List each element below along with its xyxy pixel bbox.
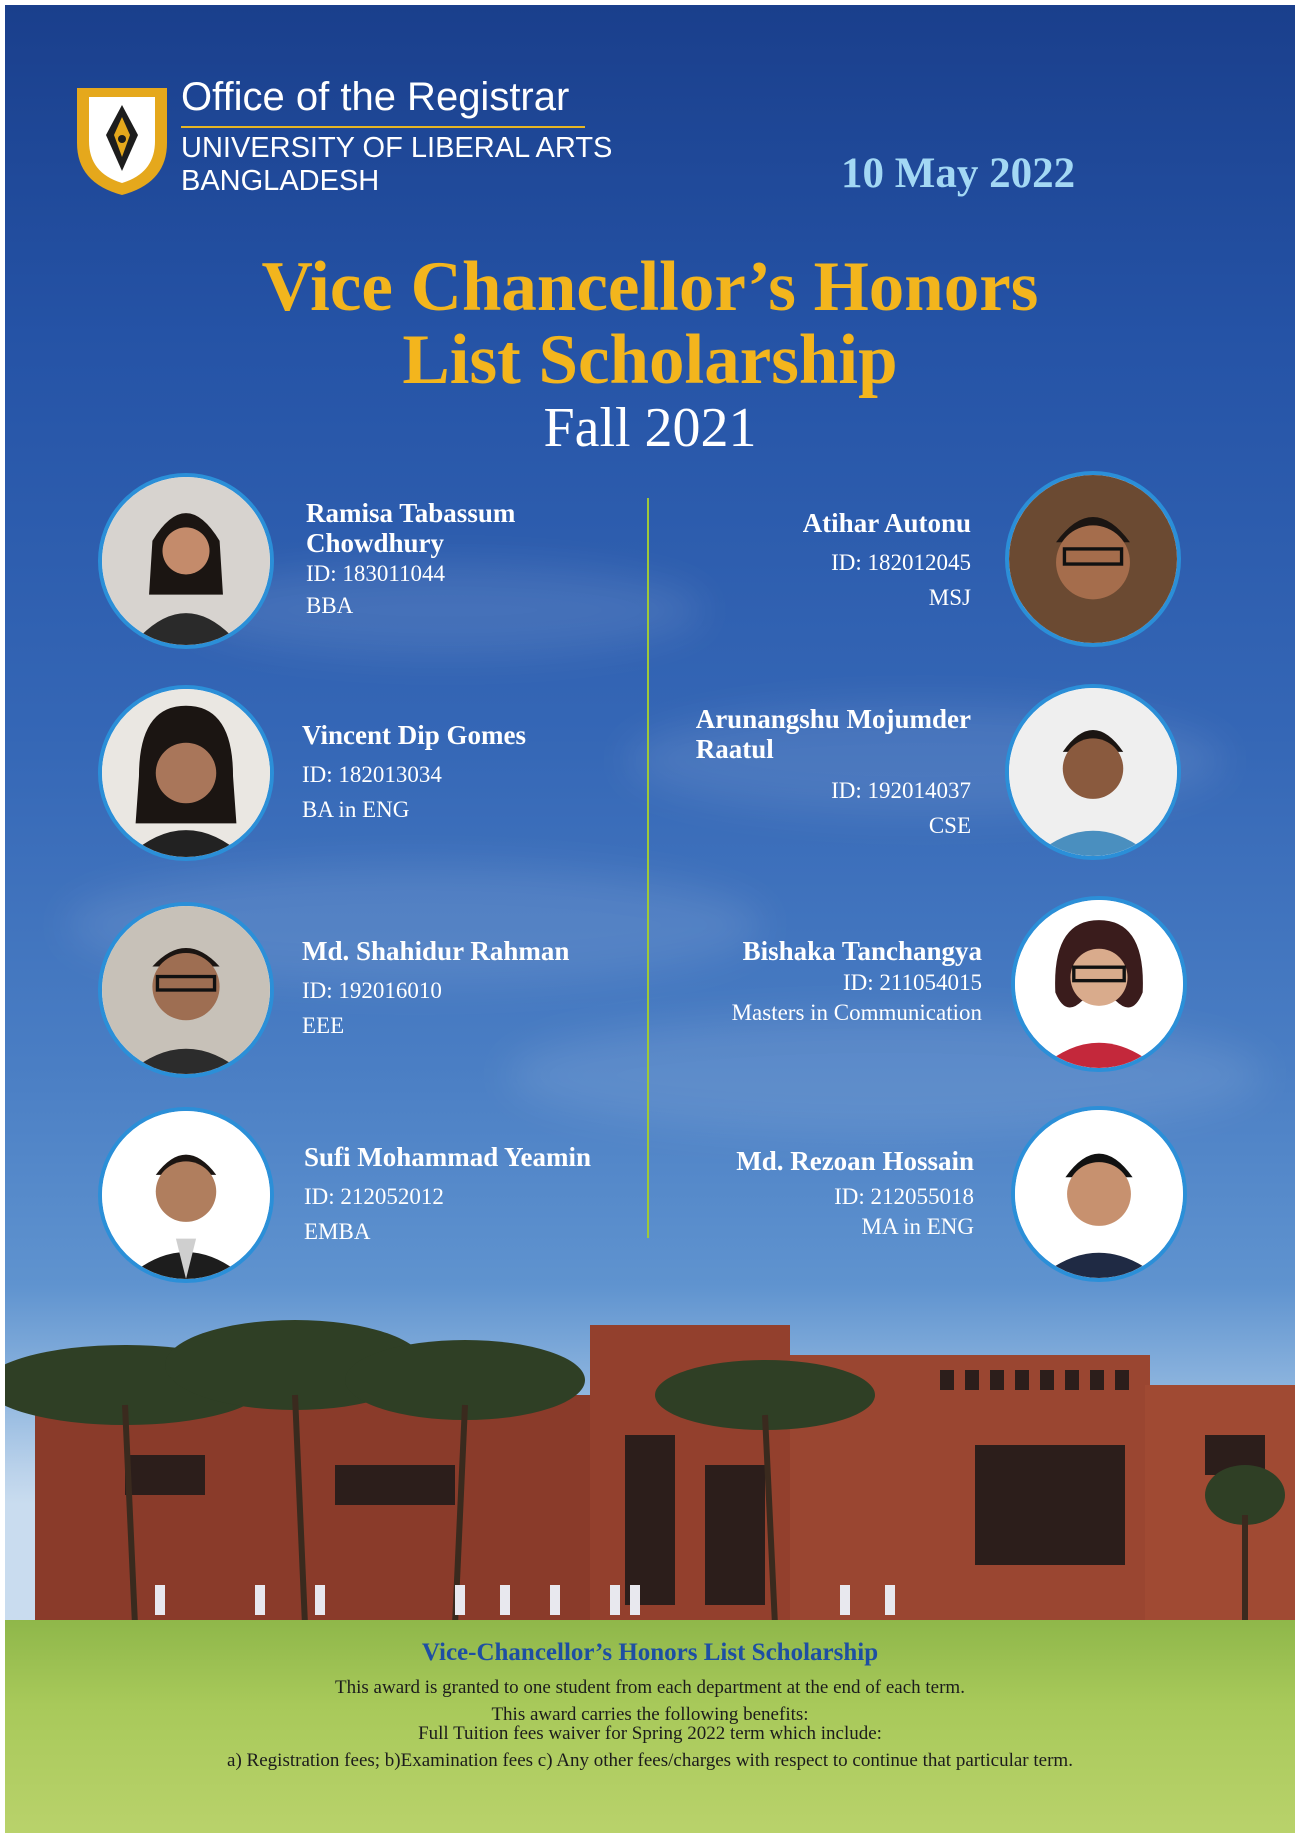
student-name: Atihar Autonu xyxy=(802,508,971,538)
student-photo xyxy=(98,902,274,1078)
student-id: ID: 182013034 xyxy=(302,762,442,787)
student-name: Sufi Mohammad Yeamin xyxy=(304,1142,592,1172)
student-card xyxy=(302,936,569,1039)
student-id: ID: 212055018 xyxy=(834,1184,974,1209)
student-card xyxy=(736,1146,974,1240)
student-department: EEE xyxy=(302,1013,345,1038)
announcement-date: 10 May 2022 xyxy=(841,150,1076,197)
scholarship-title-line-1: Vice Chancellor’s Honors xyxy=(261,248,1039,326)
student-id: ID: 182012045 xyxy=(831,550,971,575)
student-name: Bishaka Tanchangya xyxy=(742,936,982,966)
student-id: ID: 192014037 xyxy=(831,778,971,803)
student-department: MA in ENG xyxy=(861,1214,974,1239)
column-divider xyxy=(647,498,649,1238)
scholarship-title-line-2: List Scholarship xyxy=(402,321,898,399)
student-photo xyxy=(1005,471,1181,647)
term-label: Fall 2021 xyxy=(543,397,757,459)
poster xyxy=(5,5,1295,1833)
student-department: MSJ xyxy=(928,585,971,610)
student-department: EMBA xyxy=(304,1219,371,1244)
student-photo xyxy=(1005,684,1181,860)
student-photo xyxy=(98,685,274,861)
student-department: BA in ENG xyxy=(302,797,410,822)
student-card xyxy=(732,936,982,1026)
student-department: CSE xyxy=(928,813,971,838)
student-name: Raatul xyxy=(695,734,774,764)
student-department: Masters in Communication xyxy=(731,1000,982,1025)
university-line-1: UNIVERSITY OF LIBERAL ARTS xyxy=(181,132,613,164)
student-card xyxy=(696,704,971,839)
student-id: ID: 192016010 xyxy=(302,978,442,1003)
student-card xyxy=(306,498,515,619)
footer-line: This award carries the following benefits: xyxy=(491,1704,809,1725)
student-photo xyxy=(98,1107,274,1283)
student-photo xyxy=(1011,896,1187,1072)
footer-line: This award is granted to one student from each department at the end of each term. xyxy=(335,1677,965,1698)
student-name: Chowdhury xyxy=(306,528,445,558)
student-card xyxy=(304,1142,591,1245)
university-name xyxy=(181,132,612,198)
office-title: Office of the Registrar xyxy=(181,75,570,119)
student-id: ID: 183011044 xyxy=(306,561,446,586)
student-photo xyxy=(1011,1106,1187,1282)
student-id: ID: 211054015 xyxy=(842,970,982,995)
footer-line: Full Tuition fees waiver for Spring 2022 term which include: xyxy=(418,1723,882,1744)
university-line-2: BANGLADESH xyxy=(181,165,380,197)
student-name: Arunangshu Mojumder xyxy=(695,704,971,734)
student-id: ID: 212052012 xyxy=(304,1184,444,1209)
footer-line: a) Registration fees; b)Examination fees c) Any other fees/charges with respect to continue that particular term. xyxy=(227,1750,1073,1771)
student-department: BBA xyxy=(306,593,354,618)
student-card xyxy=(803,508,971,611)
student-name: Ramisa Tabassum xyxy=(306,498,516,528)
student-card xyxy=(302,720,526,823)
footer-heading: Vice-Chancellor’s Honors List Scholarship xyxy=(421,1639,879,1666)
student-photo xyxy=(98,473,274,649)
student-name: Md. Rezoan Hossain xyxy=(736,1146,974,1176)
header-divider xyxy=(181,126,585,128)
student-name: Vincent Dip Gomes xyxy=(302,720,526,750)
student-name: Md. Shahidur Rahman xyxy=(302,936,570,966)
ulab-crest-logo xyxy=(72,83,172,198)
